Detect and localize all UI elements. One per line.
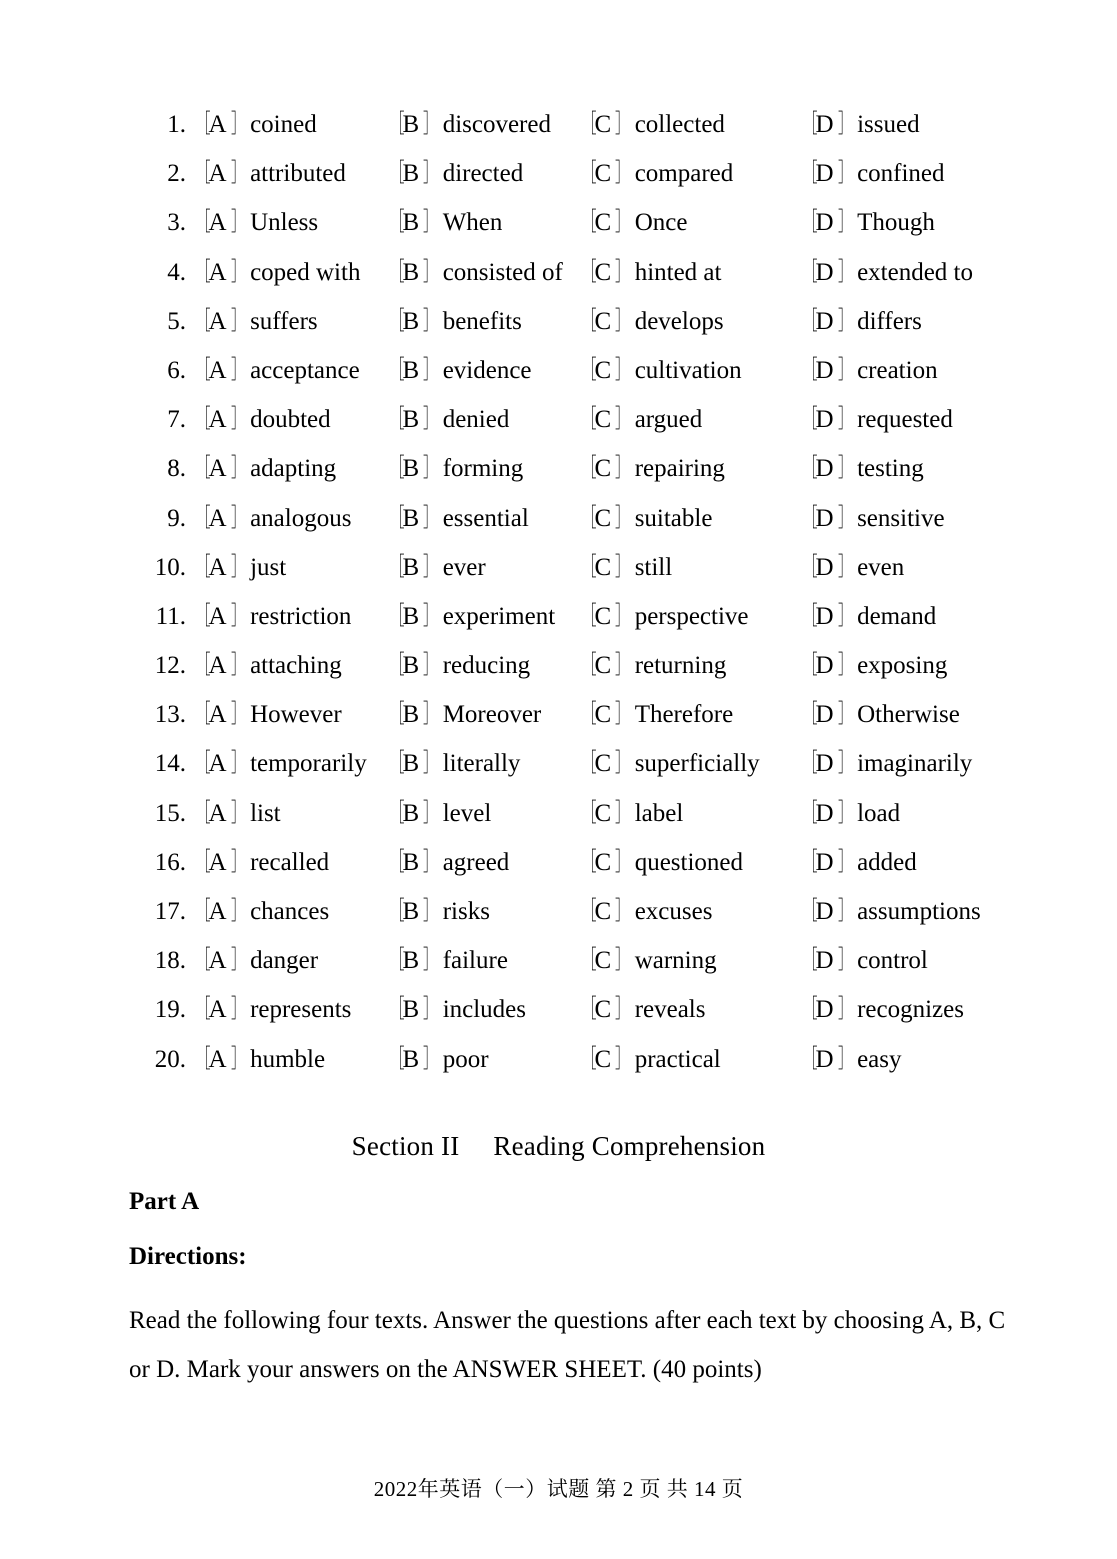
choice-letter-b: ［B ］ — [388, 996, 439, 1024]
choice-text: still — [634, 553, 673, 581]
choice-option-d[interactable] — [799, 395, 953, 444]
choice-text: failure — [442, 947, 508, 975]
choice-option-d[interactable] — [799, 198, 935, 247]
choice-option-b[interactable] — [386, 789, 491, 838]
page-footer: 2022年英语（一）试题 第 2 页 共 14 页 — [373, 1477, 744, 1501]
choice-text: humble — [250, 1045, 326, 1073]
choice-option-b[interactable] — [386, 494, 529, 543]
choice-option-c[interactable] — [578, 592, 749, 641]
choice-text: includes — [442, 996, 527, 1024]
choice-letter-d: ［D ］ — [801, 701, 854, 729]
choice-letter-b: ［B ］ — [388, 258, 439, 286]
choice-letter-a: ［A ］ — [194, 1045, 247, 1073]
question-number: 16. — [154, 848, 186, 876]
choice-option-d[interactable] — [799, 346, 938, 395]
choice-letter-a: ［A ］ — [194, 602, 247, 630]
choice-text: compared — [634, 160, 734, 188]
choice-letter-b: ［B ］ — [388, 799, 439, 827]
question-number: 6. — [167, 356, 186, 384]
choice-option-c[interactable] — [578, 690, 733, 739]
choice-letter-d: ［D ］ — [801, 111, 854, 138]
choice-option-a[interactable] — [192, 592, 351, 641]
choice-option-b[interactable] — [386, 838, 509, 887]
choice-letter-d: ［D ］ — [801, 1045, 854, 1073]
choice-letter-d: ［D ］ — [801, 652, 854, 680]
choice-text: benefits — [442, 307, 522, 335]
choice-text: experiment — [442, 602, 556, 630]
part-label: Part A — [129, 1188, 200, 1215]
choice-option-a[interactable] — [192, 789, 281, 838]
choice-letter-d: ［D ］ — [801, 553, 854, 581]
choice-letter-a: ［A ］ — [194, 455, 247, 483]
choice-option-d[interactable] — [799, 149, 945, 198]
choice-letter-c: ［C ］ — [580, 111, 631, 138]
choice-text: easy — [857, 1045, 902, 1073]
question-number: 10. — [154, 553, 186, 581]
cloze-question-row — [0, 690, 1117, 739]
cloze-question-row — [0, 985, 1117, 1034]
choice-text: suitable — [634, 504, 713, 532]
choice-option-b[interactable] — [386, 297, 522, 346]
choice-text: confined — [857, 160, 945, 188]
choice-text: temporarily — [250, 750, 367, 778]
choice-letter-a: ［A ］ — [194, 504, 247, 532]
choice-letter-b: ［B ］ — [388, 307, 439, 335]
choice-letter-d: ［D ］ — [801, 258, 854, 286]
question-number: 17. — [154, 898, 186, 925]
choice-option-c[interactable] — [578, 936, 717, 985]
choice-letter-c: ［C ］ — [580, 504, 631, 532]
choice-text: suffers — [250, 307, 318, 335]
cloze-question-row — [0, 248, 1117, 297]
choice-option-b[interactable] — [386, 543, 486, 592]
choice-option-a[interactable] — [192, 395, 331, 444]
choice-option-d[interactable] — [799, 789, 900, 838]
choice-letter-a: ［A ］ — [194, 750, 247, 778]
question-number: 11. — [155, 602, 186, 630]
choice-option-d[interactable] — [799, 444, 924, 493]
choice-option-b[interactable] — [386, 444, 523, 493]
choice-option-a[interactable] — [192, 248, 360, 297]
question-number: 3. — [167, 209, 186, 237]
choice-text: requested — [857, 406, 953, 434]
choice-option-b[interactable] — [386, 690, 541, 739]
cloze-question-row — [0, 444, 1117, 493]
choice-text: coined — [250, 111, 317, 138]
choice-option-a[interactable] — [192, 100, 317, 149]
cloze-options-list — [0, 100, 1117, 1084]
choice-text: represents — [250, 996, 352, 1024]
section-title: Reading Comprehension — [493, 1131, 766, 1161]
choice-option-b[interactable] — [386, 395, 509, 444]
choice-letter-c: ［C ］ — [580, 848, 631, 876]
choice-option-a[interactable] — [192, 444, 336, 493]
choice-text: warning — [634, 947, 717, 975]
question-number: 4. — [167, 258, 186, 286]
choice-option-c[interactable] — [578, 985, 705, 1034]
choice-letter-c: ［C ］ — [580, 1045, 631, 1073]
choice-text: reducing — [442, 652, 531, 680]
cloze-question-row — [0, 494, 1117, 543]
choice-text: list — [250, 799, 281, 827]
choice-letter-c: ［C ］ — [580, 307, 631, 335]
choice-option-b[interactable] — [386, 198, 502, 247]
choice-text: discovered — [442, 111, 551, 138]
choice-text: hinted at — [634, 258, 722, 286]
cloze-question-row — [0, 149, 1117, 198]
choice-text: essential — [442, 504, 529, 532]
choice-option-c[interactable] — [578, 100, 725, 149]
directions-label: Directions: — [129, 1243, 247, 1270]
choice-option-d[interactable] — [799, 100, 920, 149]
choice-option-b[interactable] — [386, 739, 520, 788]
choice-letter-a: ［A ］ — [194, 799, 247, 827]
directions-body — [129, 1296, 1019, 1394]
choice-option-d[interactable] — [799, 494, 945, 543]
choice-option-a[interactable] — [192, 739, 367, 788]
choice-letter-b: ［B ］ — [388, 947, 439, 975]
choice-text: issued — [857, 111, 920, 138]
choice-option-c[interactable] — [578, 543, 672, 592]
choice-text: perspective — [634, 602, 749, 630]
choice-text: coped with — [250, 258, 361, 286]
choice-letter-a: ［A ］ — [194, 209, 247, 237]
directions-line: or D. Mark your answers on the ANSWER SHEET. (40 points) — [129, 1356, 762, 1383]
choice-text: forming — [442, 455, 524, 483]
choice-text: level — [442, 799, 492, 827]
choice-letter-a: ［A ］ — [194, 848, 247, 876]
choice-text: develops — [634, 307, 724, 335]
choice-option-a[interactable] — [192, 494, 351, 543]
cloze-question-row — [0, 936, 1117, 985]
choice-option-b[interactable] — [386, 1035, 489, 1084]
choice-text: added — [857, 848, 917, 876]
choice-option-d[interactable] — [799, 887, 981, 936]
choice-text: returning — [634, 652, 727, 680]
question-number: 18. — [154, 947, 186, 975]
choice-text: recognizes — [857, 996, 964, 1024]
choice-option-b[interactable] — [386, 887, 490, 936]
choice-option-a[interactable] — [192, 297, 318, 346]
choice-option-b[interactable] — [386, 985, 526, 1034]
choice-option-d[interactable] — [799, 592, 936, 641]
section-heading — [0, 1131, 1117, 1162]
choice-text: load — [857, 799, 901, 827]
choice-option-d[interactable] — [799, 543, 904, 592]
cloze-question-row — [0, 739, 1117, 788]
choice-letter-b: ［B ］ — [388, 455, 439, 483]
choice-letter-d: ［D ］ — [801, 455, 854, 483]
cloze-question-row — [0, 346, 1117, 395]
choice-text: imaginarily — [857, 750, 973, 778]
choice-text: testing — [857, 455, 924, 483]
choice-option-d[interactable] — [799, 838, 917, 887]
choice-letter-c: ［C ］ — [580, 701, 631, 729]
choice-letter-a: ［A ］ — [194, 406, 247, 434]
choice-letter-a: ［A ］ — [194, 258, 247, 286]
choice-option-d[interactable] — [799, 739, 972, 788]
choice-letter-b: ［B ］ — [388, 750, 439, 778]
choice-letter-b: ［B ］ — [388, 356, 439, 384]
choice-letter-d: ［D ］ — [801, 307, 854, 335]
choice-option-d[interactable] — [799, 297, 922, 346]
choice-letter-b: ［B ］ — [388, 1045, 439, 1073]
choice-text: recalled — [250, 848, 330, 876]
choice-letter-b: ［B ］ — [388, 652, 439, 680]
cloze-question-row — [0, 198, 1117, 247]
choice-letter-a: ［A ］ — [194, 160, 247, 188]
choice-text: Therefore — [634, 701, 734, 729]
directions-line: Read the following four texts. Answer the questions after each text by choosing A, B, C — [129, 1307, 1006, 1334]
choice-letter-c: ［C ］ — [580, 602, 631, 630]
choice-text: Unless — [250, 209, 319, 237]
choice-text: extended to — [857, 258, 973, 286]
choice-text: even — [857, 553, 905, 581]
question-number: 2. — [167, 160, 186, 188]
choice-text: risks — [442, 898, 490, 925]
question-number: 20. — [154, 1045, 186, 1073]
choice-option-c[interactable] — [578, 1035, 721, 1084]
choice-letter-c: ［C ］ — [580, 799, 631, 827]
choice-letter-c: ［C ］ — [580, 406, 631, 434]
choice-option-d[interactable] — [799, 936, 928, 985]
choice-letter-a: ［A ］ — [194, 898, 247, 925]
choice-option-b[interactable] — [386, 936, 508, 985]
choice-text: label — [634, 799, 684, 827]
choice-letter-d: ［D ］ — [801, 996, 854, 1024]
choice-letter-a: ［A ］ — [194, 652, 247, 680]
choice-text: creation — [857, 356, 938, 384]
choice-text: Once — [634, 209, 688, 237]
choice-letter-d: ［D ］ — [801, 356, 854, 384]
choice-option-c[interactable] — [578, 739, 760, 788]
choice-option-c[interactable] — [578, 494, 712, 543]
choice-letter-d: ［D ］ — [801, 898, 854, 925]
choice-letter-a: ［A ］ — [194, 307, 247, 335]
choice-option-c[interactable] — [578, 838, 743, 887]
choice-letter-b: ［B ］ — [388, 602, 439, 630]
cloze-question-row — [0, 838, 1117, 887]
choice-letter-c: ［C ］ — [580, 258, 631, 286]
choice-letter-d: ［D ］ — [801, 750, 854, 778]
choice-text: doubted — [250, 406, 331, 434]
choice-letter-c: ［C ］ — [580, 209, 631, 237]
choice-letter-c: ［C ］ — [580, 996, 631, 1024]
cloze-question-row — [0, 641, 1117, 690]
cloze-question-row — [0, 395, 1117, 444]
choice-letter-d: ［D ］ — [801, 947, 854, 975]
cloze-question-row — [0, 100, 1117, 149]
choice-text: directed — [442, 160, 524, 188]
choice-option-a[interactable] — [192, 1035, 325, 1084]
choice-text: danger — [250, 947, 319, 975]
choice-text: assumptions — [857, 898, 981, 925]
cloze-question-row — [0, 887, 1117, 936]
choice-text: reveals — [634, 996, 706, 1024]
choice-letter-d: ［D ］ — [801, 209, 854, 237]
choice-option-c[interactable] — [578, 297, 724, 346]
choice-option-a[interactable] — [192, 690, 342, 739]
choice-letter-d: ［D ］ — [801, 160, 854, 188]
choice-text: practical — [634, 1045, 721, 1073]
choice-text: ever — [442, 553, 486, 581]
choice-option-c[interactable] — [578, 149, 733, 198]
choice-option-b[interactable] — [386, 248, 563, 297]
choice-option-d[interactable] — [799, 641, 947, 690]
choice-text: demand — [857, 602, 937, 630]
choice-text: sensitive — [857, 504, 945, 532]
choice-text: evidence — [442, 356, 532, 384]
choice-text: adapting — [250, 455, 337, 483]
choice-option-a[interactable] — [192, 985, 351, 1034]
choice-text: repairing — [634, 455, 725, 483]
question-number: 7. — [167, 406, 186, 434]
choice-option-b[interactable] — [386, 149, 523, 198]
choice-text: However — [250, 701, 342, 729]
choice-text: consisted of — [442, 258, 563, 286]
choice-text: control — [857, 947, 928, 975]
choice-option-d[interactable] — [799, 248, 973, 297]
cloze-question-row — [0, 297, 1117, 346]
choice-text: analogous — [250, 504, 352, 532]
choice-letter-c: ［C ］ — [580, 553, 631, 581]
choice-text: argued — [634, 406, 703, 434]
choice-option-b[interactable] — [386, 641, 530, 690]
choice-letter-d: ［D ］ — [801, 504, 854, 532]
question-number: 15. — [154, 799, 186, 827]
choice-text: chances — [250, 898, 330, 925]
cloze-question-row — [0, 543, 1117, 592]
choice-option-d[interactable] — [799, 985, 964, 1034]
choice-text: questioned — [634, 848, 744, 876]
choice-letter-b: ［B ］ — [388, 209, 439, 237]
choice-letter-b: ［B ］ — [388, 553, 439, 581]
choice-letter-b: ［B ］ — [388, 848, 439, 876]
choice-option-a[interactable] — [192, 887, 329, 936]
question-number: 1. — [167, 111, 186, 138]
choice-letter-d: ［D ］ — [801, 848, 854, 876]
choice-letter-c: ［C ］ — [580, 455, 631, 483]
choice-text: Otherwise — [857, 701, 960, 729]
choice-text: agreed — [442, 848, 510, 876]
choice-option-a[interactable] — [192, 543, 286, 592]
question-number: 12. — [154, 652, 186, 680]
choice-text: When — [442, 209, 503, 237]
cloze-question-row — [0, 1035, 1117, 1084]
choice-letter-c: ［C ］ — [580, 750, 631, 778]
choice-text: excuses — [634, 898, 713, 925]
question-number: 13. — [154, 701, 186, 729]
choice-letter-c: ［C ］ — [580, 898, 631, 925]
choice-letter-b: ［B ］ — [388, 701, 439, 729]
choice-option-c[interactable] — [578, 395, 702, 444]
choice-letter-c: ［C ］ — [580, 652, 631, 680]
choice-text: restriction — [250, 602, 352, 630]
choice-option-b[interactable] — [386, 100, 551, 149]
choice-option-d[interactable] — [799, 690, 960, 739]
choice-text: attributed — [250, 160, 346, 188]
choice-letter-d: ［D ］ — [801, 799, 854, 827]
choice-text: collected — [634, 111, 725, 138]
choice-letter-a: ［A ］ — [194, 996, 247, 1024]
choice-text: denied — [442, 406, 510, 434]
choice-letter-a: ［A ］ — [194, 356, 247, 384]
question-number: 8. — [167, 455, 186, 483]
choice-option-c[interactable] — [578, 346, 742, 395]
choice-text: literally — [442, 750, 521, 778]
cloze-question-row — [0, 592, 1117, 641]
choice-letter-a: ［A ］ — [194, 947, 247, 975]
choice-option-b[interactable] — [386, 592, 555, 641]
choice-letter-c: ［C ］ — [580, 160, 631, 188]
question-number: 14. — [154, 750, 186, 778]
choice-letter-c: ［C ］ — [580, 356, 631, 384]
choice-letter-b: ［B ］ — [388, 898, 439, 925]
choice-option-a[interactable] — [192, 149, 346, 198]
choice-text: poor — [442, 1045, 489, 1073]
choice-option-b[interactable] — [386, 346, 532, 395]
choice-option-c[interactable] — [578, 789, 683, 838]
choice-letter-d: ［D ］ — [801, 406, 854, 434]
choice-text: acceptance — [250, 356, 360, 384]
choice-option-a[interactable] — [192, 641, 342, 690]
choice-option-c[interactable] — [578, 887, 712, 936]
choice-option-a[interactable] — [192, 346, 360, 395]
choice-text: Though — [857, 209, 935, 237]
choice-option-a[interactable] — [192, 936, 318, 985]
choice-option-d[interactable] — [799, 1035, 901, 1084]
choice-letter-a: ［A ］ — [194, 553, 247, 581]
choice-text: differs — [857, 307, 922, 335]
choice-text: attaching — [250, 652, 342, 680]
choice-text: cultivation — [634, 356, 742, 384]
choice-letter-b: ［B ］ — [388, 111, 439, 138]
choice-text: superficially — [634, 750, 760, 778]
choice-letter-d: ［D ］ — [801, 602, 854, 630]
choice-option-c[interactable] — [578, 444, 725, 493]
choice-option-c[interactable] — [578, 198, 687, 247]
choice-option-a[interactable] — [192, 198, 318, 247]
choice-letter-c: ［C ］ — [580, 947, 631, 975]
choice-letter-b: ［B ］ — [388, 406, 439, 434]
question-number: 9. — [167, 504, 186, 532]
choice-option-c[interactable] — [578, 641, 726, 690]
cloze-question-row — [0, 789, 1117, 838]
choice-text: Moreover — [442, 701, 542, 729]
choice-text: just — [250, 553, 287, 581]
choice-letter-a: ［A ］ — [194, 111, 247, 138]
choice-letter-a: ［A ］ — [194, 701, 247, 729]
section-number-label: Section II — [351, 1131, 460, 1161]
choice-option-c[interactable] — [578, 248, 721, 297]
choice-letter-b: ［B ］ — [388, 504, 439, 532]
question-number: 19. — [154, 996, 186, 1024]
choice-letter-b: ［B ］ — [388, 160, 439, 188]
choice-text: exposing — [857, 652, 948, 680]
choice-option-a[interactable] — [192, 838, 329, 887]
question-number: 5. — [167, 307, 186, 335]
